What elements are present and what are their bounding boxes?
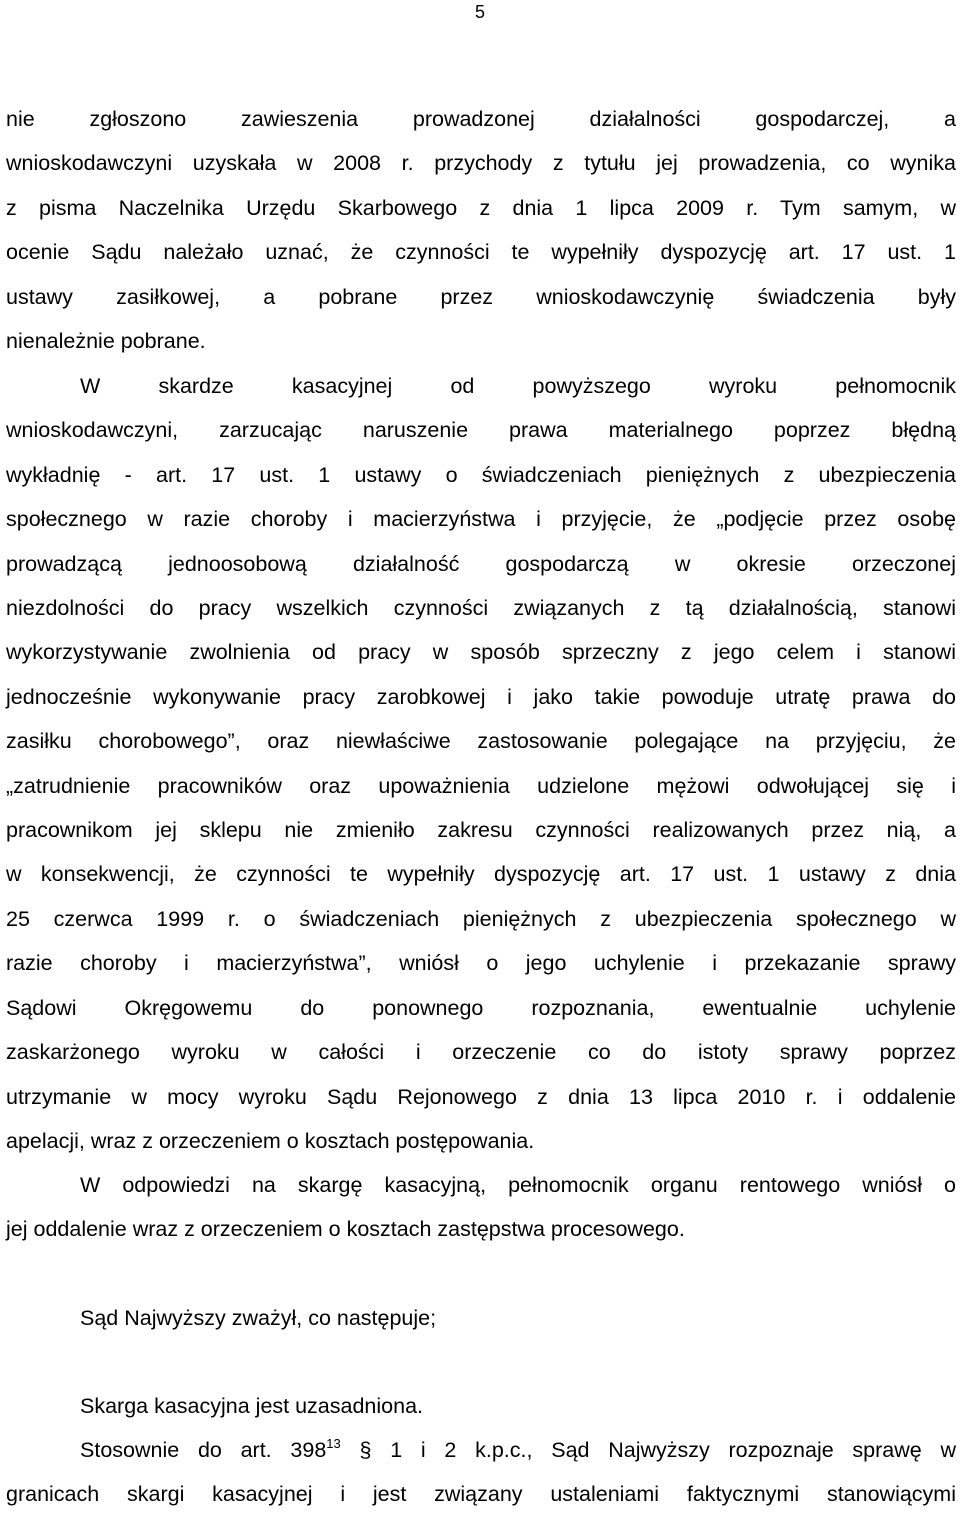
paragraph-2 xyxy=(6,364,956,1163)
text-line: jej oddalenie wraz z orzeczeniem o kosztach zastępstwa procesowego. xyxy=(6,1217,685,1242)
text-fragment: 1 i 2 k.p.c., Sąd Najwyższy rozpoznaje sprawę w xyxy=(371,1438,957,1462)
text-line: wnioskodawczyni uzyskała w 2008 r. przychody z tytułu jej prowadzenia, co wynika xyxy=(6,151,956,176)
text-line xyxy=(6,1428,956,1472)
text-line: wnioskodawczyni, zarzucając naruszenie prawa materialnego poprzez błędną xyxy=(6,418,956,443)
heading-text: Sąd Najwyższy zważył, co następuje; xyxy=(80,1306,437,1330)
text-line: niezdolności do pracy wszelkich czynności związanych z tą działalnością, stanowi xyxy=(6,596,956,621)
text-line: granicach skargi kasacyjnej i jest związany ustaleniami faktycznymi stanowiącymi xyxy=(6,1482,956,1507)
paragraph-3 xyxy=(6,1163,956,1252)
page-number: 5 xyxy=(474,2,485,22)
conclusion-text: Skarga kasacyjna jest uzasadniona. xyxy=(80,1394,424,1418)
text-line: razie choroby i macierzyństwa”, wniósł o jego uchylenie i przekazanie sprawy xyxy=(6,951,956,976)
text-line: W skardze kasacyjnej od powyższego wyroku pełnomocnik xyxy=(80,374,956,398)
text-line: nie zgłoszono zawieszenia prowadzonej działalności gospodarczej, a xyxy=(6,107,956,131)
section-heading xyxy=(80,1296,956,1340)
text-line: apelacji, wraz z orzeczeniem o kosztach postępowania. xyxy=(6,1128,535,1153)
text-line: w konsekwencji, że czynności te wypełniły dyspozycję art. 17 ust. 1 ustawy z dnia xyxy=(6,862,956,887)
superscript: 13 xyxy=(326,1435,341,1451)
text-line: nienależnie pobrane. xyxy=(6,329,206,354)
text-line: Sądowi Okręgowemu do ponownego rozpoznania, ewentualnie uchylenie xyxy=(6,995,956,1020)
text-line: ocenie Sądu należało uznać, że czynności te wypełniły dyspozycję art. 17 ust. 1 xyxy=(6,240,956,265)
text-line: ustawy zasiłkowej, a pobrane przez wnioskodawczynię świadczenia były xyxy=(6,284,956,309)
text-fragment: Stosownie do art. 398 xyxy=(80,1438,327,1462)
text-line: wykładnię - art. 17 ust. 1 ustawy o świadczeniach pieniężnych z ubezpieczenia xyxy=(6,462,956,487)
text-line: z pisma Naczelnika Urzędu Skarbowego z dnia 1 lipca 2009 r. Tym samym, w xyxy=(6,195,956,220)
conclusion-line xyxy=(80,1384,956,1428)
text-line: 25 czerwca 1999 r. o świadczeniach pieniężnych z ubezpieczenia społecznego w xyxy=(6,906,956,931)
text-line: utrzymanie w mocy wyroku Sądu Rejonowego z dnia 13 lipca 2010 r. i oddalenie xyxy=(6,1084,956,1109)
paragraph-4 xyxy=(6,1428,956,1517)
text-line: zasiłku chorobowego”, oraz niewłaściwe zastosowanie polegające na przyjęciu, że xyxy=(6,729,956,754)
text-line: pracownikom jej sklepu nie zmieniło zakresu czynności realizowanych przez nią, a xyxy=(6,818,956,843)
paragraph-1 xyxy=(6,97,956,363)
text-line: wykorzystywanie zwolnienia od pracy w sposób sprzeczny z jego celem i stanowi xyxy=(6,640,956,665)
text-line: W odpowiedzi na skargę kasacyjną, pełnomocnik organu rentowego wniósł o xyxy=(80,1173,956,1197)
text-line: prowadzącą jednoosobową działalność gospodarczą w okresie orzeczonej xyxy=(6,551,956,576)
text-line: „zatrudnienie pracowników oraz upoważnienia udzielone mężowi odwołującej się i xyxy=(6,773,956,798)
section-sign: § xyxy=(359,1438,372,1462)
text-line: zaskarżonego wyroku w całości i orzeczenie co do istoty sprawy poprzez xyxy=(6,1040,956,1065)
text-line: społecznego w razie choroby i macierzyństwa i przyjęcie, że „podjęcie przez osobę xyxy=(6,507,956,532)
text-line: jednocześnie wykonywanie pracy zarobkowej i jako takie powoduje utratę prawa do xyxy=(6,684,956,709)
